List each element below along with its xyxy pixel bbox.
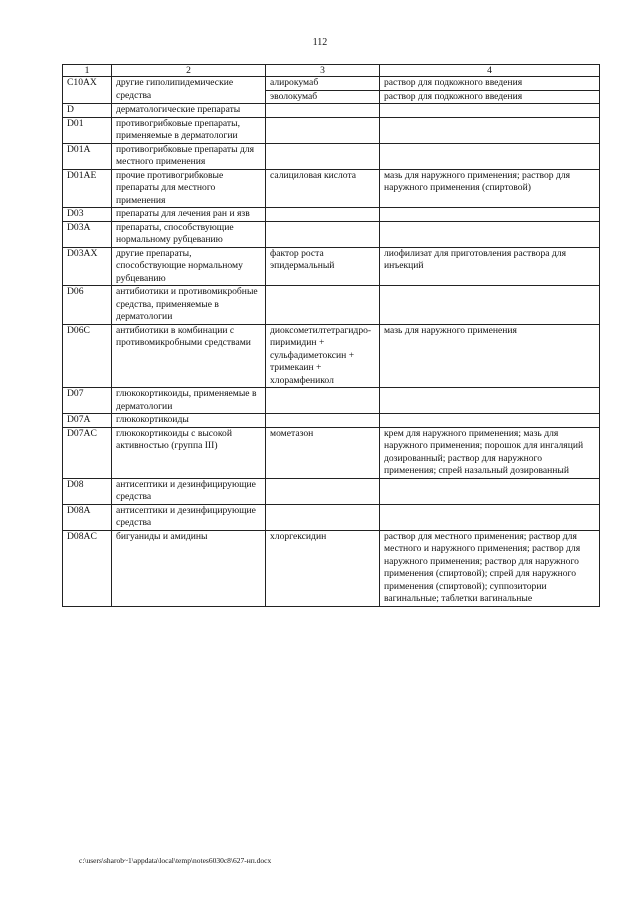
substance: эволокумаб	[266, 90, 379, 104]
pharmacological-group: антисептики и дезинфицирующие средства	[112, 478, 266, 504]
column-header-2: 2	[112, 65, 266, 77]
dosage-form	[380, 221, 600, 247]
table-row	[63, 221, 600, 247]
dosage-form	[380, 104, 600, 118]
column-header-3: 3	[266, 65, 380, 77]
atc-code: D03A	[63, 221, 112, 247]
substance	[266, 143, 380, 169]
pharmacological-group: противогрибковые препараты, применяемые в дерматологии	[112, 117, 266, 143]
substance	[266, 208, 380, 222]
atc-code: D03AX	[63, 247, 112, 286]
substance: диоксометилтетрагидро-пиримидин + сульфадиметоксин + тримекаин + хлорамфеникол	[266, 324, 380, 388]
table-row	[63, 104, 600, 118]
atc-code: D	[63, 104, 112, 118]
table-row	[63, 478, 600, 504]
dosage-form: раствор для местного применения; раствор для местного и наружного применения; раствор для наружного применения; раствор для наружного применения (спиртовой); спрей для наружного применения (спиртовой); суппозитории вагинальные; таблетки вагинальные	[380, 530, 600, 606]
table-row	[63, 169, 600, 208]
atc-code: D08A	[63, 504, 112, 530]
substance: хлоргексидин	[266, 530, 380, 606]
substance	[266, 504, 380, 530]
substance-cell	[266, 77, 380, 104]
table-header-row	[63, 65, 600, 77]
dosage-form: лиофилизат для приготовления раствора для инъекций	[380, 247, 600, 286]
pharmacological-group: глюкокортикоиды с высокой активностью (группа III)	[112, 427, 266, 478]
pharmacological-group: антибиотики и противомикробные средства, применяемые в дерматологии	[112, 286, 266, 325]
pharmacological-group: противогрибковые препараты для местного применения	[112, 143, 266, 169]
substance: салициловая кислота	[266, 169, 380, 208]
table-row	[63, 414, 600, 428]
substance: мометазон	[266, 427, 380, 478]
table-row	[63, 247, 600, 286]
dosage-form	[380, 414, 600, 428]
pharmacological-group: глюкокортикоиды, применяемые в дерматологии	[112, 388, 266, 414]
table-row	[63, 427, 600, 478]
dosage-form	[380, 286, 600, 325]
pharmacological-group: другие препараты, способствующие нормальному рубцеванию	[112, 247, 266, 286]
atc-code: D01A	[63, 143, 112, 169]
table-row	[63, 143, 600, 169]
file-path-footer: c:\users\sharob~1\appdata\local\temp\notes6030c8\627-нп.docx	[79, 856, 272, 865]
table-row	[63, 286, 600, 325]
dosage-form: крем для наружного применения; мазь для наружного применения; порошок для ингаляций дозированный; раствор для наружного применения; спрей назальный дозированный	[380, 427, 600, 478]
dosage-form-cell	[380, 77, 600, 104]
column-header-4: 4	[380, 65, 600, 77]
pharmacological-group: другие гиполипидемические средства	[112, 77, 266, 104]
dosage-form	[380, 117, 600, 143]
table-row	[63, 208, 600, 222]
atc-code: D07	[63, 388, 112, 414]
substance	[266, 104, 380, 118]
substance: фактор роста эпидермальный	[266, 247, 380, 286]
atc-code: D01	[63, 117, 112, 143]
pharmacological-group: препараты, способствующие нормальному рубцеванию	[112, 221, 266, 247]
atc-code: D07A	[63, 414, 112, 428]
dosage-form: раствор для подкожного введения	[384, 77, 523, 88]
atc-code: D06C	[63, 324, 112, 388]
table-row	[63, 117, 600, 143]
medicines-table	[62, 64, 600, 607]
dosage-form	[380, 388, 600, 414]
table-row	[63, 388, 600, 414]
dosage-form	[380, 504, 600, 530]
atc-code: D03	[63, 208, 112, 222]
table-row	[63, 504, 600, 530]
pharmacological-group: бигуаниды и амидины	[112, 530, 266, 606]
pharmacological-group: антисептики и дезинфицирующие средства	[112, 504, 266, 530]
substance	[266, 117, 380, 143]
atc-code: D06	[63, 286, 112, 325]
atc-code: D08	[63, 478, 112, 504]
page-number: 112	[312, 37, 328, 48]
dosage-form: мазь для наружного применения	[380, 324, 600, 388]
dosage-form	[380, 478, 600, 504]
table-row	[63, 77, 600, 104]
pharmacological-group: прочие противогрибковые препараты для местного применения	[112, 169, 266, 208]
substance	[266, 414, 380, 428]
substance	[266, 286, 380, 325]
pharmacological-group: препараты для лечения ран и язв	[112, 208, 266, 222]
atc-code: C10AX	[63, 77, 112, 104]
dosage-form	[380, 143, 600, 169]
dosage-form: раствор для подкожного введения	[380, 90, 599, 104]
dosage-form	[380, 208, 600, 222]
substance	[266, 388, 380, 414]
atc-code: D07AC	[63, 427, 112, 478]
dosage-form: мазь для наружного применения; раствор для наружного применения (спиртовой)	[380, 169, 600, 208]
substance: алирокумаб	[270, 77, 319, 88]
pharmacological-group: дерматологические препараты	[112, 104, 266, 118]
substance	[266, 221, 380, 247]
pharmacological-group: глюкокортикоиды	[112, 414, 266, 428]
atc-code: D01AE	[63, 169, 112, 208]
atc-code: D08AC	[63, 530, 112, 606]
column-header-1: 1	[63, 65, 112, 77]
table-row	[63, 324, 600, 388]
pharmacological-group: антибиотики в комбинации с противомикробными средствами	[112, 324, 266, 388]
substance	[266, 478, 380, 504]
table-row	[63, 530, 600, 606]
